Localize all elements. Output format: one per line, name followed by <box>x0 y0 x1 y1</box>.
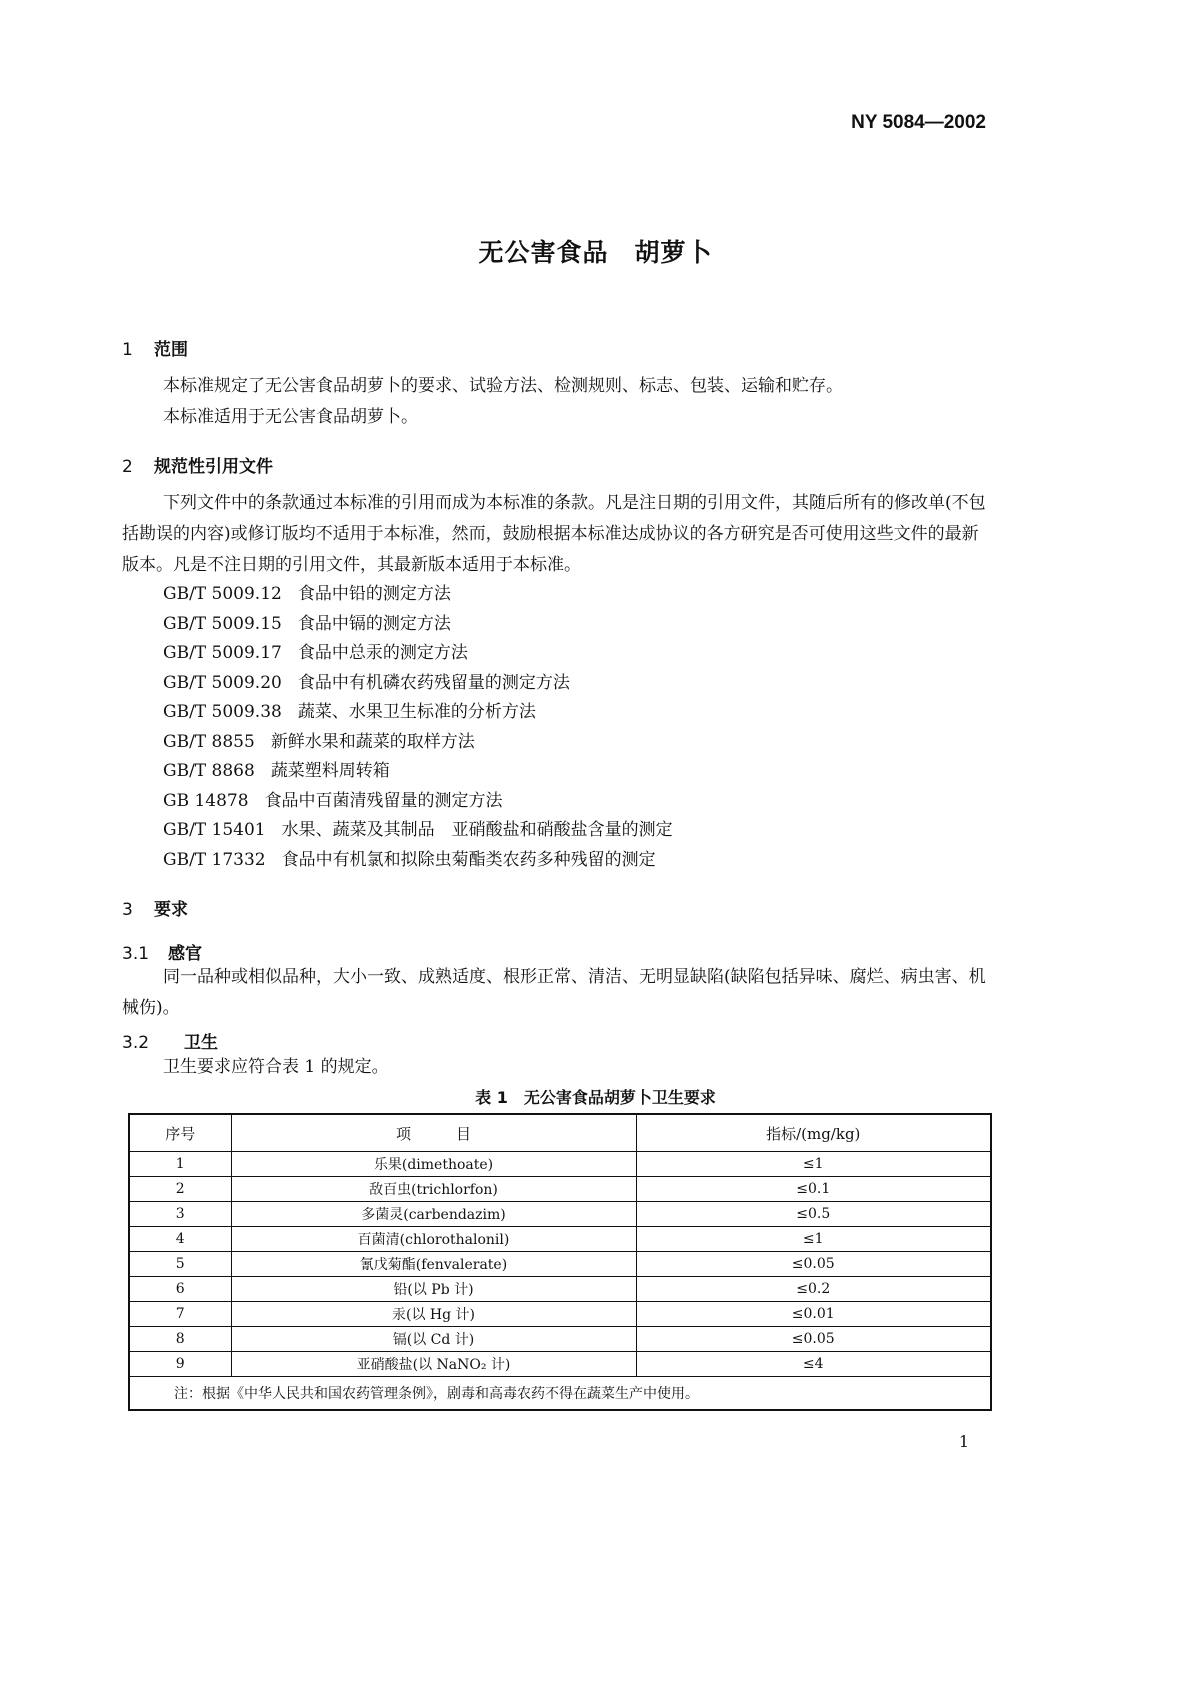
table-row <box>129 1277 991 1302</box>
table-row <box>129 1327 991 1352</box>
reference-code: GB/T 5009.20 <box>163 672 282 693</box>
reference-name: 水果、蔬菜及其制品 亚硝酸盐和硝酸盐含量的测定 <box>281 820 673 840</box>
table-note-row <box>129 1377 991 1411</box>
reference-name: 食品中铅的测定方法 <box>297 584 451 604</box>
section-1-para-1: 本标准规定了无公害食品胡萝卜的要求、试验方法、检测规则、标志、包装、运输和贮存。 <box>163 376 843 396</box>
reference-code: GB/T 17332 <box>163 849 266 870</box>
reference-name: 食品中总汞的测定方法 <box>297 643 468 663</box>
cell-no: 7 <box>129 1302 231 1327</box>
standard-code: NY 5084—2002 <box>851 112 986 133</box>
table-row <box>129 1227 991 1252</box>
reference-item <box>163 787 673 817</box>
reference-code: GB 14878 <box>163 790 249 811</box>
cell-limit: ≤0.2 <box>636 1277 991 1302</box>
cell-no: 6 <box>129 1277 231 1302</box>
section-title: 感官 <box>168 944 202 964</box>
table-caption: 表 1 无公害食品胡萝卜卫生要求 <box>475 1088 716 1107</box>
cell-limit: ≤4 <box>636 1352 991 1377</box>
cell-no: 8 <box>129 1327 231 1352</box>
reference-name: 食品中有机磷农药残留量的测定方法 <box>297 672 570 693</box>
cell-limit: ≤0.1 <box>636 1177 991 1202</box>
reference-name: 食品中镉的测定方法 <box>297 613 451 634</box>
cell-limit: ≤0.05 <box>636 1252 991 1277</box>
section-1-para-2: 本标准适用于无公害食品胡萝卜。 <box>163 407 418 427</box>
reference-item <box>163 698 673 728</box>
reference-list <box>163 580 673 875</box>
column-header: 项 目 <box>231 1114 636 1152</box>
table-note: 注：根据《中华人民共和国农药管理条例》，剧毒和高毒农药不得在蔬菜生产中使用。 <box>129 1377 991 1411</box>
reference-item <box>163 816 673 846</box>
reference-item <box>163 639 673 669</box>
section-title: 范围 <box>154 340 188 360</box>
cell-no: 1 <box>129 1152 231 1177</box>
reference-code: GB/T 8855 <box>163 731 255 752</box>
reference-name: 蔬菜塑料周转箱 <box>270 761 390 781</box>
cell-item: 乐果(dimethoate) <box>231 1152 636 1177</box>
cell-limit: ≤0.05 <box>636 1327 991 1352</box>
cell-limit: ≤0.01 <box>636 1302 991 1327</box>
reference-item <box>163 610 673 640</box>
reference-name: 新鲜水果和蔬菜的取样方法 <box>270 731 475 752</box>
reference-code: GB/T 5009.12 <box>163 584 282 604</box>
table-row <box>129 1152 991 1177</box>
page-number: 1 <box>958 1432 969 1451</box>
table-row <box>129 1202 991 1227</box>
section-1-heading <box>122 335 188 360</box>
cell-limit: ≤1 <box>636 1152 991 1177</box>
section-number: 3 <box>122 900 133 920</box>
cell-no: 4 <box>129 1227 231 1252</box>
reference-name: 食品中有机氯和拟除虫菊酯类农药多种残留的测定 <box>281 849 656 870</box>
reference-name: 蔬菜、水果卫生标准的分析方法 <box>297 702 536 722</box>
reference-item <box>163 757 673 787</box>
reference-item <box>163 728 673 758</box>
reference-code: GB/T 8868 <box>163 761 255 781</box>
cell-item: 氰戊菊酯(fenvalerate) <box>231 1252 636 1277</box>
cell-item: 镉(以 Cd 计) <box>231 1327 636 1352</box>
cell-item: 百菌清(chlorothalonil) <box>231 1227 636 1252</box>
section-3-2-para: 卫生要求应符合表 1 的规定。 <box>163 1057 389 1077</box>
reference-item <box>163 846 673 876</box>
section-title: 卫生 <box>184 1033 218 1053</box>
cell-no: 5 <box>129 1252 231 1277</box>
cell-limit: ≤0.5 <box>636 1202 991 1227</box>
hygiene-requirements-table <box>128 1113 992 1411</box>
section-title: 要求 <box>154 900 188 920</box>
section-number: 3.2 <box>122 1033 150 1053</box>
cell-no: 9 <box>129 1352 231 1377</box>
section-number: 2 <box>122 457 133 477</box>
cell-item: 敌百虫(trichlorfon) <box>231 1177 636 1202</box>
table-row <box>129 1177 991 1202</box>
cell-no: 2 <box>129 1177 231 1202</box>
reference-item <box>163 669 673 699</box>
table-row <box>129 1302 991 1327</box>
reference-code: GB/T 5009.38 <box>163 702 282 722</box>
table-header-row <box>129 1114 991 1152</box>
section-2-para: 下列文件中的条款通过本标准的引用而成为本标准的条款。凡是注日期的引用文件，其随后所有的修改单(不包括勘误的内容)或修订版均不适用于本标准，然而，鼓励根据本标准达成协议的各方研究是否可使用这些文件的最新版本。凡是不注日期的引用文件，其最新版本适用于本标准。 <box>122 493 986 575</box>
section-2-heading <box>122 452 273 477</box>
reference-code: GB/T 15401 <box>163 820 266 840</box>
cell-item: 多菌灵(carbendazim) <box>231 1202 636 1227</box>
table-row <box>129 1252 991 1277</box>
cell-item: 铅(以 Pb 计) <box>231 1277 636 1302</box>
section-title: 规范性引用文件 <box>154 457 273 477</box>
cell-limit: ≤1 <box>636 1227 991 1252</box>
reference-code: GB/T 5009.17 <box>163 643 282 663</box>
document-title: 无公害食品 胡萝卜 <box>478 238 713 267</box>
cell-item: 亚硝酸盐(以 NaNO₂ 计) <box>231 1352 636 1377</box>
cell-item: 汞(以 Hg 计) <box>231 1302 636 1327</box>
section-3-1-heading <box>122 939 202 964</box>
section-3-1-para: 同一品种或相似品种，大小一致、成熟适度、根形正常、清洁、无明显缺陷(缺陷包括异味、腐烂、病虫害、机械伤)。 <box>122 967 986 1018</box>
cell-no: 3 <box>129 1202 231 1227</box>
reference-name: 食品中百菌清残留量的测定方法 <box>264 790 503 811</box>
reference-code: GB/T 5009.15 <box>163 613 282 634</box>
table-row <box>129 1352 991 1377</box>
column-header: 指标/(mg/kg) <box>636 1114 991 1152</box>
section-number: 1 <box>122 340 133 360</box>
section-3-heading <box>122 895 188 920</box>
section-number: 3.1 <box>122 944 150 964</box>
section-3-2-heading <box>122 1028 218 1053</box>
reference-item <box>163 580 673 610</box>
column-header: 序号 <box>129 1114 231 1152</box>
